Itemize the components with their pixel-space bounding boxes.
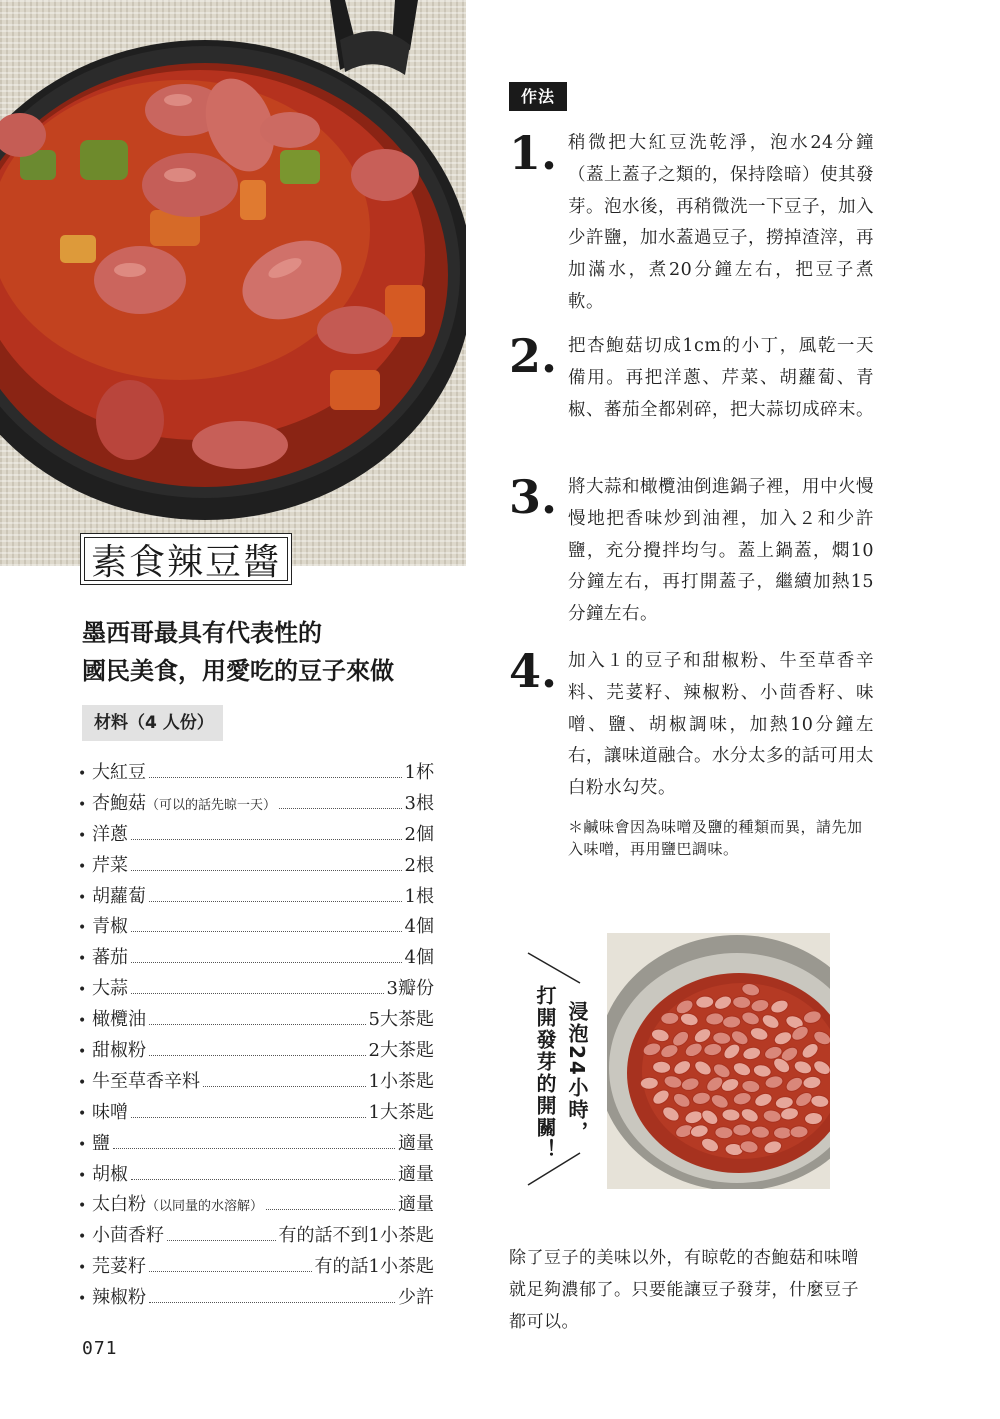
- bullet-icon: •: [78, 766, 87, 782]
- ingredient-amount: 2大茶匙: [368, 1040, 434, 1062]
- ingredient-row: [78, 820, 434, 851]
- bullet-icon: •: [78, 951, 87, 968]
- leader-dots: [279, 808, 402, 809]
- subtitle-line-2: 國民美食，用愛吃的豆子來做: [82, 657, 394, 685]
- ingredient-amount: 適量: [398, 1132, 434, 1154]
- callout-line-2: 打開發芽的開關！: [533, 985, 557, 1161]
- recipe-title: 素食辣豆醬: [84, 537, 288, 581]
- ingredient-amount: 1大茶匙: [368, 1101, 434, 1123]
- leader-dots: [113, 1148, 395, 1149]
- ingredient-row: [78, 1036, 434, 1067]
- bullet-icon: •: [78, 1013, 87, 1030]
- ingredient-row: [78, 1160, 434, 1191]
- leader-dots: [266, 1209, 395, 1210]
- soaked-beans-illustration: [607, 933, 830, 1189]
- page-number: 071: [82, 1338, 118, 1359]
- ingredient-name: 杏鮑菇: [92, 792, 146, 814]
- recipe-subtitle: [82, 614, 462, 690]
- ingredient-row: [78, 1005, 434, 1036]
- ingredient-amount: 3瓣份: [386, 978, 434, 1000]
- bullet-icon: •: [78, 889, 87, 906]
- ingredient-row: [78, 1221, 434, 1252]
- ingredient-row: [78, 1067, 434, 1098]
- ingredients-label: 材料（4 人份）: [82, 705, 223, 741]
- ingredient-amount: 4個: [404, 916, 434, 938]
- ingredient-amount: 1杯: [404, 762, 434, 783]
- ingredient-amount: 2根: [404, 854, 434, 876]
- bullet-icon: •: [78, 982, 87, 999]
- bullet-icon: •: [78, 1044, 87, 1061]
- step-number: 1.: [509, 126, 558, 180]
- ingredient-amount: 少許: [398, 1287, 434, 1309]
- ingredient-row: [78, 1129, 434, 1160]
- ingredient-note: （以同量的水溶解）: [146, 1199, 264, 1215]
- seasoning-note: ＊鹹味會因為味噌及鹽的種類而異，請先加入味噌，再用鹽巴調味。: [568, 818, 863, 858]
- leader-dots: [149, 901, 402, 902]
- leader-dots: [167, 1240, 276, 1241]
- callout-line-1: 浸泡24小時，: [565, 1001, 589, 1143]
- ingredient-name: 胡蘿蔔: [92, 885, 146, 907]
- ingredient-amount: 2個: [404, 823, 434, 845]
- ingredient-name: 鹽: [92, 1132, 110, 1154]
- ingredient-row: [78, 912, 434, 943]
- ingredient-name: 太白粉: [92, 1194, 146, 1216]
- leader-dots: [149, 1024, 366, 1025]
- leader-dots: [149, 1055, 366, 1056]
- ingredient-row: [78, 1098, 434, 1129]
- hero-photo: [0, 0, 466, 566]
- bullet-icon: •: [78, 858, 87, 875]
- leader-dots: [203, 1086, 366, 1087]
- bullet-icon: •: [78, 796, 87, 813]
- leader-dots: [131, 1117, 366, 1118]
- leader-dots: [131, 839, 402, 840]
- leader-dots: [131, 870, 402, 871]
- bullet-icon: •: [78, 1198, 87, 1215]
- bullet-icon: •: [78, 1074, 87, 1091]
- ingredient-name: 味噌: [92, 1101, 128, 1123]
- ingredient-row: [78, 882, 434, 913]
- ingredient-name: 洋蔥: [92, 823, 128, 845]
- leader-dots: [149, 1302, 395, 1303]
- ingredient-name: 大紅豆: [92, 762, 146, 783]
- step-number: 3.: [509, 470, 558, 524]
- recipe-title-box: [80, 533, 292, 585]
- step-number: 4.: [509, 644, 558, 698]
- ingredient-name: 牛至草香辛料: [92, 1070, 200, 1092]
- bullet-icon: •: [78, 1229, 87, 1246]
- chili-pan-illustration: [0, 0, 466, 566]
- ingredient-name: 甜椒粉: [92, 1040, 146, 1062]
- ingredient-row: [78, 1252, 434, 1283]
- ingredient-amount: 5大茶匙: [368, 1009, 434, 1031]
- leader-dots: [149, 1271, 312, 1272]
- ingredient-amount: 有的話1小茶匙: [314, 1256, 434, 1278]
- closing-text: 除了豆子的美味以外，有晾乾的杏鮑菇和味噌就足夠濃郁了。只要能讓豆子發芽，什麼豆子都可以。: [509, 1248, 859, 1332]
- ingredient-amount: 適量: [398, 1163, 434, 1185]
- bullet-icon: •: [78, 1136, 87, 1153]
- leader-dots: [131, 962, 402, 963]
- ingredient-row: [78, 758, 434, 789]
- subtitle-line-1: 墨西哥最具有代表性的: [82, 619, 322, 647]
- ingredient-name: 芫荽籽: [92, 1256, 146, 1278]
- ingredient-amount: 1根: [404, 885, 434, 907]
- ingredient-amount: 3根: [404, 792, 434, 814]
- leader-dots: [149, 777, 402, 778]
- ingredient-row: [78, 1283, 434, 1314]
- bullet-icon: •: [78, 1291, 87, 1308]
- ingredient-name: 辣椒粉: [92, 1287, 146, 1309]
- ingredient-name: 芹菜: [92, 854, 128, 876]
- ingredient-amount: 4個: [404, 947, 434, 969]
- ingredient-row: [78, 1190, 434, 1221]
- ingredient-name: 胡椒: [92, 1163, 128, 1185]
- ingredients-list: [78, 758, 434, 1314]
- step-text: 稍微把大紅豆洗乾淨，泡水24分鐘（蓋上蓋子之類的，保持陰暗）使其發芽。泡水後，再稍微洗一下豆子，加入少許鹽，加水蓋過豆子，撈掉渣滓，再加滿水，煮20分鐘左右，把豆子煮軟。: [568, 133, 874, 312]
- ingredient-name: 大蒜: [92, 978, 128, 1000]
- ingredient-amount: 有的話不到1小茶匙: [278, 1225, 434, 1247]
- step-text: 把杏鮑菇切成1cm的小丁，風乾一天備用。再把洋蔥、芹菜、胡蘿蔔、青椒、蕃茄全都剁碎，把大蒜切成碎末。: [568, 336, 874, 420]
- bullet-icon: •: [78, 1260, 87, 1277]
- method-label: 作法: [509, 82, 567, 111]
- leader-dots: [131, 931, 402, 932]
- ingredient-row: [78, 943, 434, 974]
- step-text: 加入１的豆子和甜椒粉、牛至草香辛料、芫荽籽、辣椒粉、小茴香籽、味噌、鹽、胡椒調味，加熱10分鐘左右，讓味道融合。水分太多的話可用太白粉水勾芡。: [568, 651, 874, 799]
- ingredient-name: 青椒: [92, 916, 128, 938]
- bullet-icon: •: [78, 827, 87, 844]
- step-text: 將大蒜和橄欖油倒進鍋子裡，用中火慢慢地把香味炒到油裡，加入２和少許鹽，充分攪拌均勻。蓋上鍋蓋，燜10分鐘左右，再打開蓋子，繼續加熱15分鐘左右。: [568, 477, 874, 625]
- ingredient-name: 蕃茄: [92, 947, 128, 969]
- ingredient-row: [78, 974, 434, 1005]
- soaking-callout: [520, 945, 600, 1190]
- ingredient-name: 橄欖油: [92, 1009, 146, 1031]
- ingredient-amount: 1小茶匙: [368, 1070, 434, 1092]
- leader-dots: [131, 993, 384, 994]
- ingredient-note: （可以的話先晾一天）: [146, 797, 277, 813]
- bullet-icon: •: [78, 1105, 87, 1122]
- step-number: 2.: [509, 329, 558, 383]
- bullet-icon: •: [78, 1167, 87, 1184]
- ingredient-name: 小茴香籽: [92, 1225, 164, 1247]
- ingredient-row: [78, 851, 434, 882]
- leader-dots: [131, 1179, 395, 1180]
- ingredient-row: [78, 789, 434, 820]
- soaked-beans-photo: [607, 933, 830, 1189]
- ingredient-amount: 適量: [398, 1194, 434, 1216]
- bullet-icon: •: [78, 920, 87, 937]
